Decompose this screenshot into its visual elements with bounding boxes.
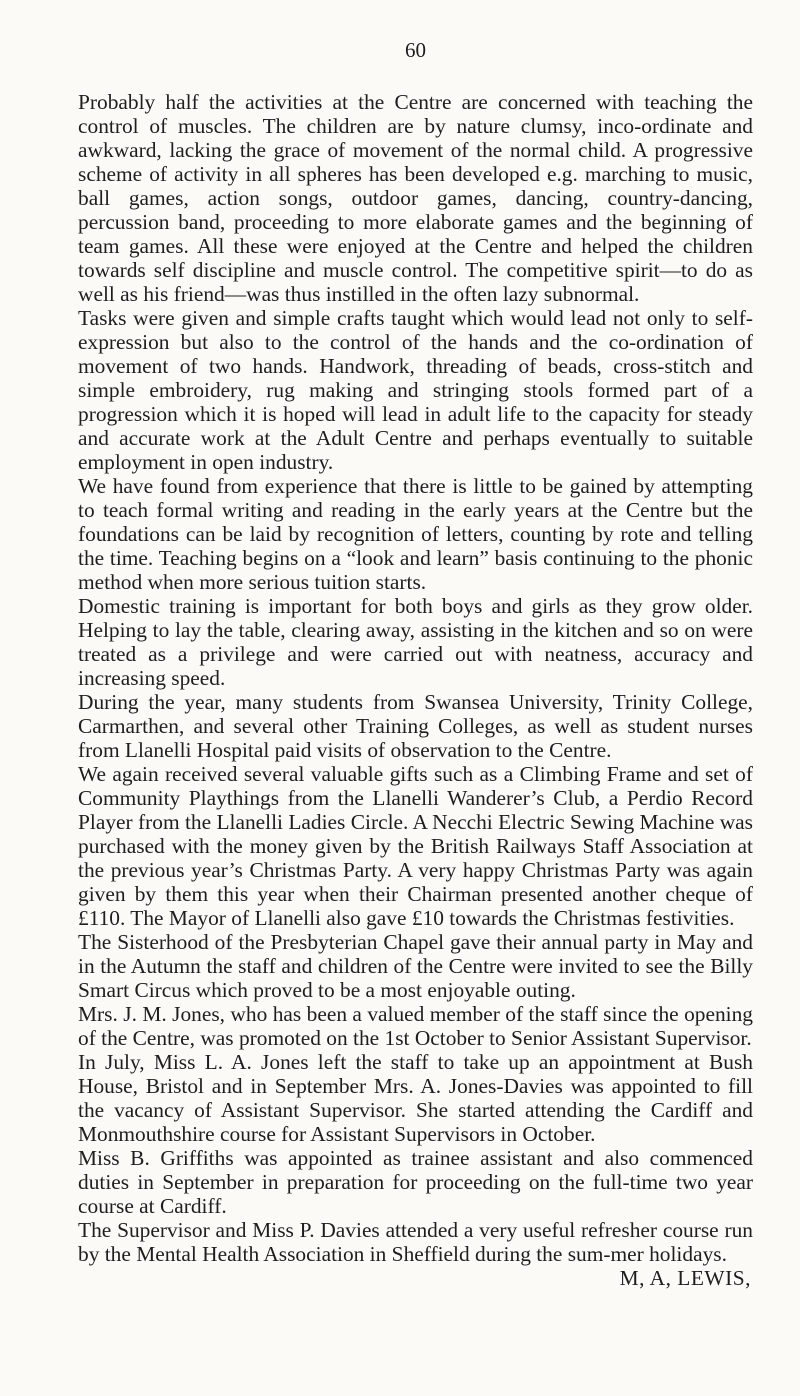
paragraph-sisterhood: The Sisterhood of the Presbyterian Chapel gave their annual party in May and in the Autumn the staff and children of the Centre were invited to see the Billy Smart Circus which proved to be a most enjoyable outing. bbox=[78, 930, 753, 1002]
signature: M, A, LEWIS, bbox=[619, 1266, 751, 1290]
paragraph-trainee: Miss B. Griffiths was appointed as trainee assistant and also commenced duties in September in preparation for proceeding on the full-time two year course at Cardiff. bbox=[78, 1146, 753, 1218]
paragraph-staff-changes: In July, Miss L. A. Jones left the staff to take up an appointment at Bush House, Bristol and in September Mrs. A. Jones-Davies was appointed to fill the vacancy of Assistant Supervisor. She started attending the Cardiff and Monmouthshire course for Assistant Supervisors in October. bbox=[78, 1050, 753, 1146]
document-page bbox=[78, 38, 753, 1290]
paragraph-crafts: Tasks were given and simple crafts taught which would lead not only to self-expression but also to the control of the hands and the co-ordination of movement of two hands. Handwork, threading of beads, cross-stitch and simple embroidery, rug making and stringing stools formed part of a progression which it is hoped will lead in adult life to the capacity for steady and accurate work at the Adult Centre and perhaps eventually to suitable employment in open industry. bbox=[78, 306, 753, 474]
paragraph-muscle-control: Probably half the activities at the Centre are concerned with teaching the control of muscles. The children are by nature clumsy, inco-ordinate and awkward, lacking the grace of movement of the normal child. A progressive scheme of activity in all spheres has been developed e.g. marching to music, ball games, action songs, outdoor games, dancing, country-dancing, percussion band, proceeding to more elaborate games and the beginning of team games. All these were enjoyed at the Centre and helped the children towards self discipline and muscle control. The competitive spirit—to do as well as his friend—was thus instilled in the often lazy subnormal. bbox=[78, 90, 753, 306]
paragraph-promotion: Mrs. J. M. Jones, who has been a valued member of the staff since the opening of the Centre, was promoted on the 1st October to Senior Assistant Supervisor. bbox=[78, 1002, 753, 1050]
paragraph-refresher-course: The Supervisor and Miss P. Davies attended a very useful refresher course run by the Mental Health Association in Sheffield during the sum-mer holidays. bbox=[78, 1218, 753, 1266]
page-number: 60 bbox=[405, 38, 426, 62]
paragraph-domestic-training: Domestic training is important for both boys and girls as they grow older. Helping to lay the table, clearing away, assisting in the kitchen and so on were treated as a privilege and were carried out with neatness, accuracy and increasing speed. bbox=[78, 594, 753, 690]
paragraph-reading-writing: We have found from experience that there is little to be gained by attempting to teach formal writing and reading in the early years at the Centre but the foundations can be laid by recognition of letters, counting by rote and telling the time. Teaching begins on a “look and learn” basis continuing to the phonic method when more serious tuition starts. bbox=[78, 474, 753, 594]
paragraph-gifts: We again received several valuable gifts such as a Climbing Frame and set of Community Playthings from the Llanelli Wanderer’s Club, a Perdio Record Player from the Llanelli Ladies Circle. A Necchi Electric Sewing Machine was purchased with the money given by the British Railways Staff Association at the previous year’s Christmas Party. A very happy Christmas Party was again given by them this year when their Chairman presented another cheque of £110. The Mayor of Llanelli also gave £10 towards the Christmas festivities. bbox=[78, 762, 753, 930]
paragraph-visitors: During the year, many students from Swansea University, Trinity College, Carmarthen, and several other Training Colleges, as well as student nurses from Llanelli Hospital paid visits of observation to the Centre. bbox=[78, 690, 753, 762]
